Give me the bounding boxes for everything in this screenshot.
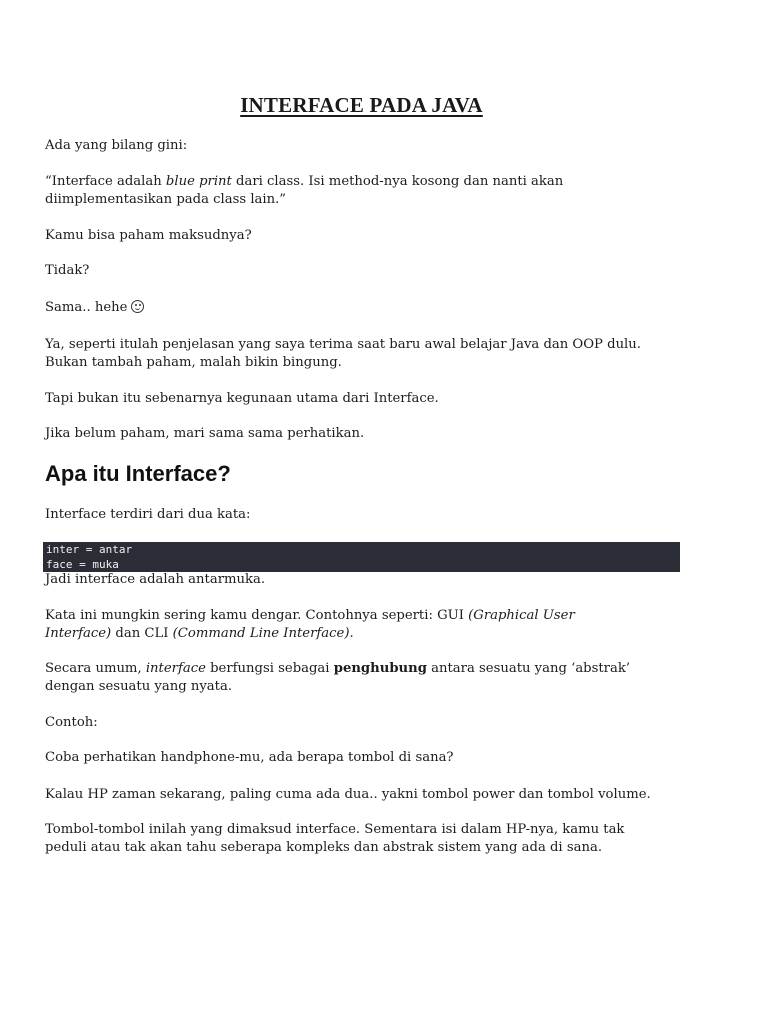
examples-text: . — [349, 626, 354, 641]
quote-rest: dari class. Isi method-nya kosong dan nanti akan diimplementasikan pada class lain.” — [45, 174, 564, 207]
code-block — [43, 542, 680, 572]
function-text: Secara umum, — [45, 661, 146, 676]
examples-text: Kata ini mungkin sering kamu dengar. Contohnya seperti: GUI — [45, 608, 469, 623]
examples-paragraph — [45, 607, 605, 643]
gui-italic: (Graphical User Interface) — [45, 608, 575, 641]
code-line: inter = antar — [46, 543, 133, 556]
phone-buttons-paragraph: Kalau HP zaman sekarang, paling cuma ada dua.. yakni tombol power dan tombol volume. — [45, 787, 651, 802]
explanation-paragraph: Ya, seperti itulah penjelasan yang saya terima saat baru awal belajar Java dan OOP dulu. Bukan tambah paham, malah bikin bingung. — [45, 337, 641, 370]
question-paragraph: Kamu bisa paham maksudnya? — [45, 228, 252, 243]
short-question-paragraph: Tidak? — [45, 263, 90, 278]
function-text: berfungsi sebagai — [205, 661, 334, 676]
code-line: face = muka — [46, 558, 119, 571]
quote-paragraph — [45, 173, 605, 209]
section-heading: Apa itu Interface? — [45, 461, 231, 486]
quote-open: “Interface adalah — [45, 174, 166, 189]
example-label-paragraph: Contoh: — [45, 715, 98, 730]
purpose-paragraph: Tapi bukan itu sebenarnya kegunaan utama dari Interface. — [45, 391, 439, 406]
function-text: antara sesuatu yang ‘abstrak’ dengan sesuatu yang nyata. — [45, 661, 631, 694]
reply-paragraph — [45, 299, 675, 317]
phone-question-paragraph: Coba perhatikan handphone-mu, ada berapa tombol di sana? — [45, 750, 454, 765]
intro-paragraph: Ada yang bilang gini: — [45, 138, 188, 153]
invite-paragraph: Jika belum paham, mari sama sama perhatikan. — [45, 426, 365, 441]
conclusion-paragraph: Tombol-tombol inilah yang dimaksud interface. Sementara isi dalam HP-nya, kamu tak peduli atau tak akan tahu seberapa kompleks dan abstrak sistem yang ada di sana. — [45, 822, 625, 855]
meaning-paragraph: Jadi interface adalah antarmuka. — [45, 572, 266, 587]
reply-text: Sama.. hehe — [45, 300, 128, 315]
definition-intro-paragraph: Interface terdiri dari dua kata: — [45, 507, 251, 522]
examples-text: dan CLI — [111, 626, 173, 641]
cli-italic: (Command Line Interface) — [172, 626, 350, 641]
interface-italic: interface — [145, 661, 206, 676]
penghubung-bold: penghubung — [333, 661, 427, 676]
function-paragraph — [45, 660, 645, 696]
document-title: INTERFACE PADA JAVA — [240, 93, 483, 117]
smiley-face-icon — [131, 300, 144, 313]
quote-italic: blue print — [165, 174, 232, 189]
